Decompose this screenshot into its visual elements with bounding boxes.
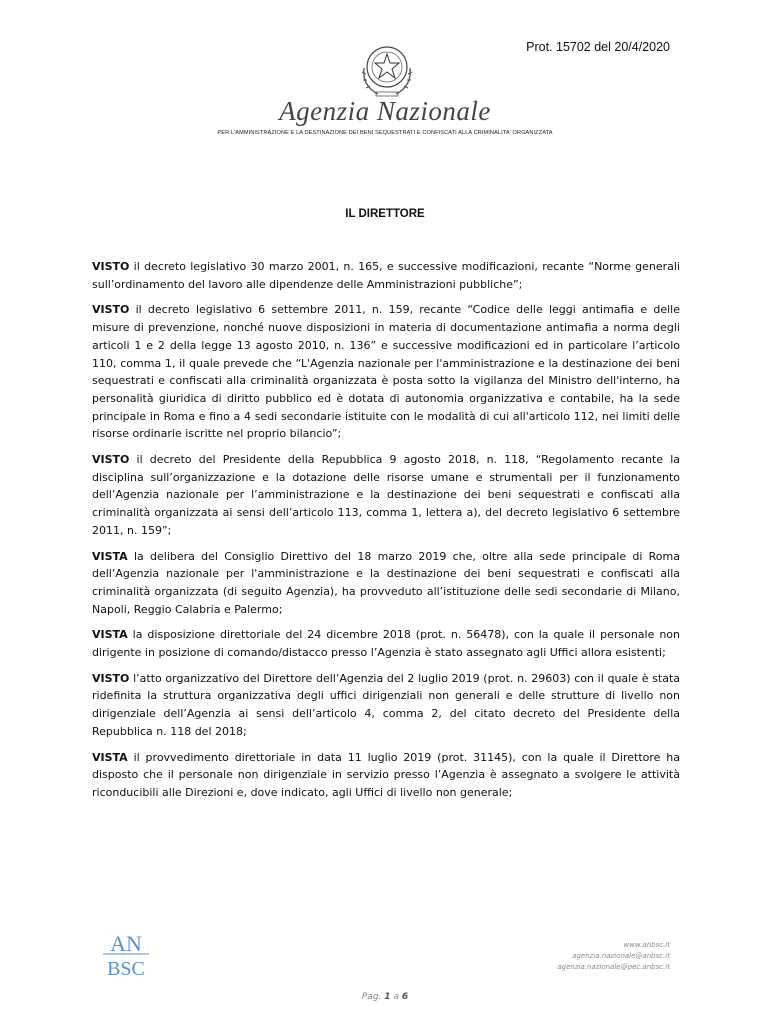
paragraph-text: la disposizione direttoriale del 24 dicembre 2018 (prot. n. 56478), con la quale il personale non dirigente in posizione di comando/distacco presso l’Agenzia è stato assegnato agli Uffici allora esistenti; [92, 628, 680, 660]
email-link[interactable]: agenzia.nazionale@anbsc.it [572, 952, 670, 960]
logo-text-top: AN [110, 931, 142, 956]
paragraph-text: la delibera del Consiglio Direttivo del 18 marzo 2019 che, oltre alla sede principale di Roma dell’Agenzia nazionale per l'amministrazione e la destinazione dei beni sequestrati e confiscati alla criminalità organizzata (di seguito Agenzia), ha provveduto all’istituzione delle sedi secondarie di Milano, Napoli, Reggio Calabria e Palermo; [92, 549, 680, 616]
website-link[interactable]: www.anbsc.it [623, 941, 670, 949]
paragraph [92, 301, 680, 443]
paragraph [92, 670, 680, 741]
paragraph-keyword: VISTA [92, 628, 128, 642]
pec-link[interactable]: agenzia.nazionale@pec.anbsc.it [557, 963, 670, 971]
page-sep: a [393, 992, 399, 1002]
paragraph-keyword: VISTO [92, 303, 130, 317]
paragraph-keyword: VISTO [92, 671, 130, 685]
paragraph [92, 749, 680, 802]
page-prefix: Pag. [361, 992, 382, 1002]
paragraph [92, 626, 680, 661]
paragraph-text: il decreto legislativo 6 settembre 2011, n. 159, recante “Codice delle leggi antimafia e delle misure di prevenzione, nonché nuove disposizioni in materia di documentazione antimafia a norma degli articoli 1 e 2 della legge 13 agosto 2010, n. 136” e successive modificazioni ed in particolare l’articolo 110, comma 1, il quale prevede che “L'Agenzia nazionale per l'amministrazione e la destinazione dei beni sequestrati e confiscati alla criminalità organizzata è posta sotto la vigilanza del Ministro dell'interno, ha personalità giuridica di diritto pubblico ed è dotata di autonomia organizzativa e contabile, ha la sede principale in Roma e fino a 4 sedi secondarie istituite con le modalità di cui all'articolo 112, nei limiti delle risorse ordinarie iscritte nel proprio bilancio”; [92, 303, 680, 441]
paragraph-text: il decreto del Presidente della Repubblica 9 agosto 2018, n. 118, “Regolamento recante la disciplina sull’organizzazione e la dotazione delle risorse umane e strumentali per il funzionamento dell’Agenzia nazionale per l’amministrazione e la destinazione dei beni sequestrati e confiscati alla criminalità organizzata ai sensi dell’articolo 113, comma 1, lettera a), del decreto legislativo 6 settembre 2011, n. 159”; [92, 453, 680, 537]
paragraph [92, 548, 680, 619]
page-current: 1 [384, 992, 391, 1002]
paragraph-text: l’atto organizzativo del Direttore dell’Agenzia del 2 luglio 2019 (prot. n. 29603) con il quale è stata ridefinita la struttura organizzativa degli uffici dirigenziali non generali e delle strutture di livello non dirigenziale dell’Agenzia ai sensi dell’articolo 4, comma 2, del citato decreto del Presidente della Repubblica n. 118 del 2018; [92, 671, 680, 738]
paragraph-keyword: VISTO [92, 260, 130, 273]
paragraph-keyword: VISTA [92, 549, 128, 563]
document-body [92, 258, 680, 810]
paragraph-keyword: VISTO [92, 453, 130, 467]
anbsc-logo-icon [101, 930, 151, 978]
republic-emblem-icon [356, 38, 418, 102]
logo-text-bottom: BSC [107, 958, 145, 978]
paragraph-text: il provvedimento direttoriale in data 11 luglio 2019 (prot. 31145), con la quale il Direttore ha disposto che il personale non dirigenziale in servizio presso l’Agenzia è assegnato a svolgere le attività riconducibili alle Direzioni e, dove indicato, agli Uffici di livello non generale; [92, 750, 680, 799]
paragraph-text: il decreto legislativo 30 marzo 2001, n. 165, e successive modificazioni, recante “Norme generali sull’ordinamento del lavoro alle dipendenze delle Amministrazioni pubbliche”; [92, 260, 680, 291]
protocol-number: Prot. 15702 del 20/4/2020 [526, 40, 670, 54]
agency-name: Agenzia Nazionale [279, 96, 491, 126]
paragraph-keyword: VISTA [92, 750, 128, 764]
document-title: IL DIRETTORE [345, 208, 425, 220]
paragraph [92, 451, 680, 540]
footer-contacts [557, 940, 670, 973]
page-number [0, 992, 770, 1002]
agency-subtitle: PER L'AMMINISTRAZIONE E LA DESTINAZIONE DEI BENI SEQUESTRATI E CONFISCATI ALLA CRIMINALITA' ORGANIZZATA [217, 130, 553, 136]
paragraph [92, 258, 680, 293]
page-total: 6 [401, 992, 409, 1002]
